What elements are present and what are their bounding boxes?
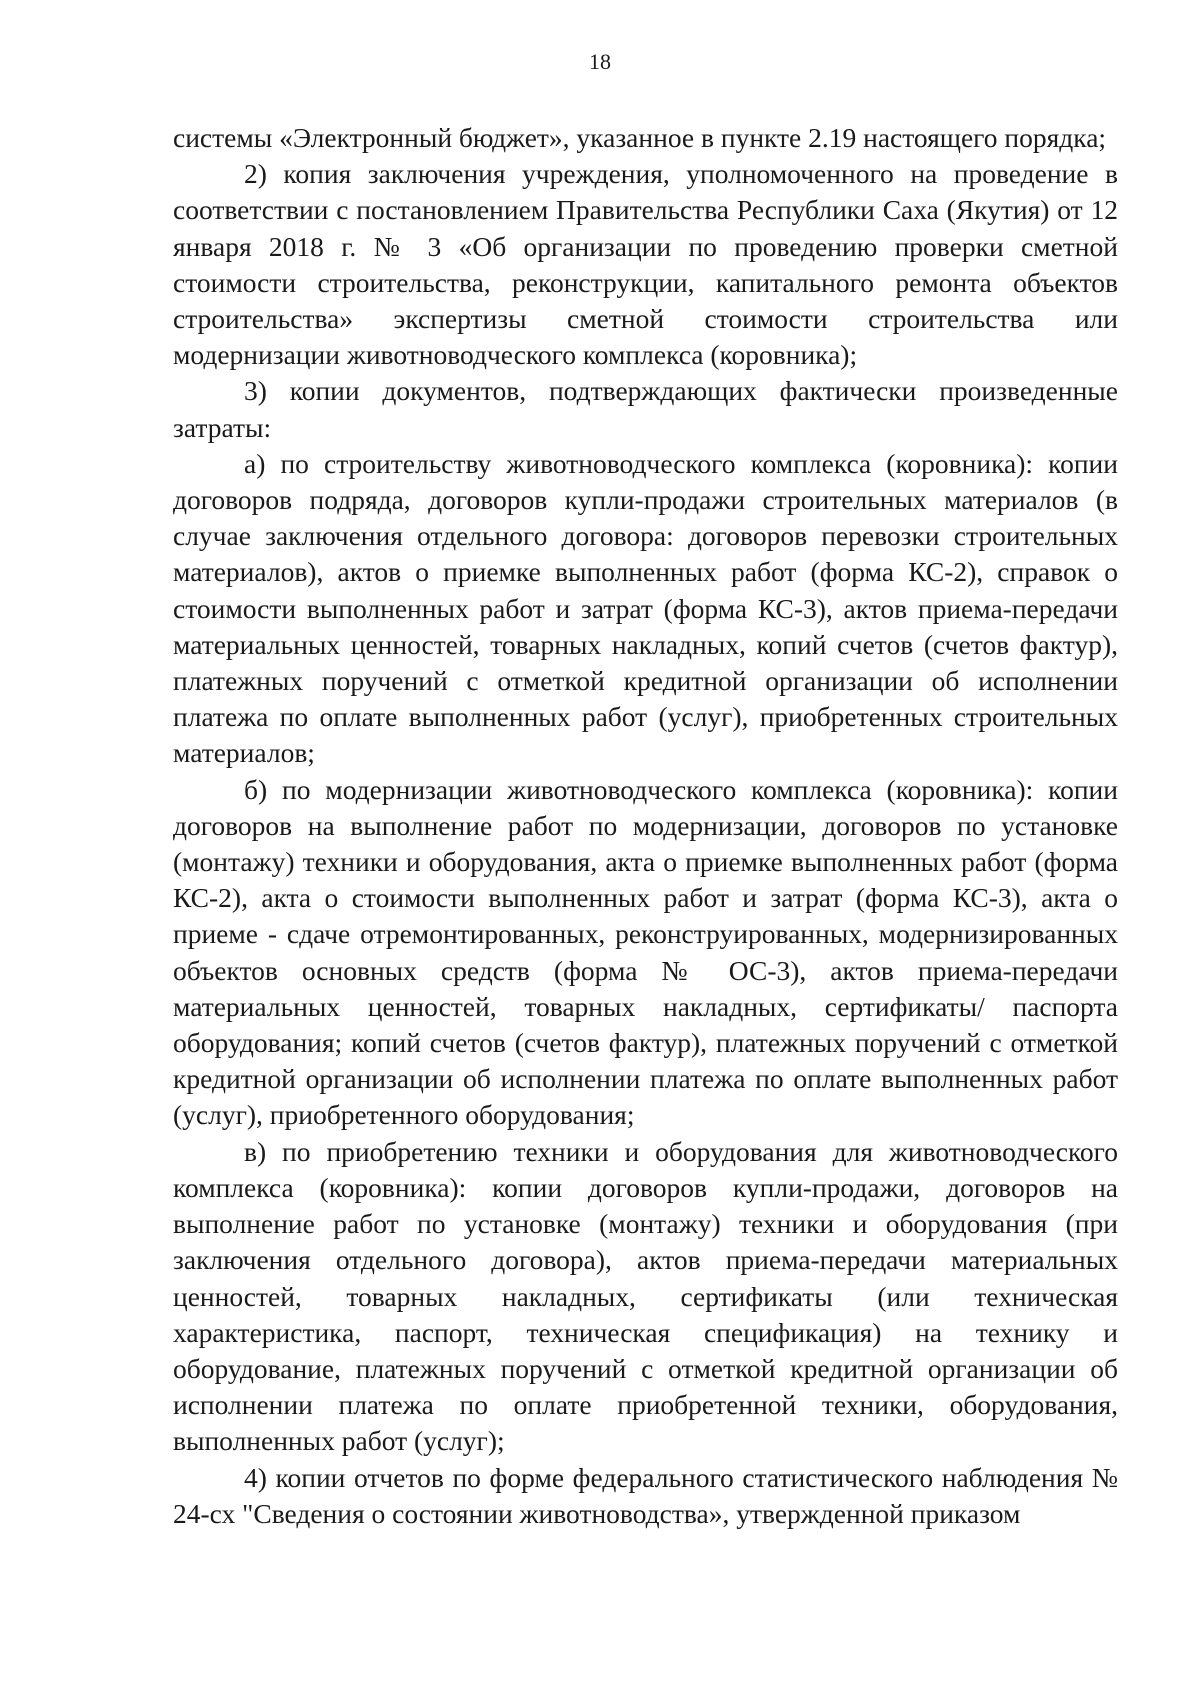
document-body [173,120,1118,1532]
paragraph-item-2: 2) копия заключения учреждения, уполномоченного на проведение в соответствии с постановлением Правительства Республики Саха (Якутия) от 12 января 2018 г. № 3 «Об организации по проведению проверки сметной стоимости строительства, реконструкции, капитального ремонта объектов строительства» экспертизы сметной стоимости строительства или модернизации животноводческого комплекса (коровника); [173,158,1118,371]
paragraph-subitem-v: в) по приобретению техники и оборудования для животноводческого комплекса (коровника): копии договоров купли-продажи, договоров на выполнение работ по установке (монтажу) техники и оборудования (при заключения отдельного договора), актов приема-передачи материальных ценностей, товарных накладных, сертификаты (или техническая характеристика, паспорт, техническая спецификация) на технику и оборудование, платежных поручений с отметкой кредитной организации об исполнении платежа по оплате приобретенной техники, оборудования, выполненных работ (услуг); [173,1135,1118,1457]
paragraph-item-4: 4) копии отчетов по форме федерального статистического наблюдения № 24-сх "Сведения о состоянии животноводства», утвержденной приказом [173,1461,1118,1529]
paragraph-subitem-b: б) по модернизации животноводческого комплекса (коровника): копии договоров на выполнение работ по модернизации, договоров по установке (монтажу) техники и оборудования, акта о приемке выполненных работ (форма КС-2), акта о стоимости выполненных работ и затрат (форма КС-3), акта о приеме - сдаче отремонтированных, реконструированных, модернизированных объектов основных средств (форма № ОС-3), актов приема-передачи материальных ценностей, товарных накладных, сертификаты/ паспорта оборудования; копий счетов (счетов фактур), платежных поручений с отметкой кредитной организации об исполнении платежа по оплате выполненных работ (услуг), приобретенного оборудования; [173,773,1118,1131]
paragraph-continuation: системы «Электронный бюджет», указанное в пункте 2.19 настоящего порядка; [173,122,1107,153]
paragraph-subitem-a: а) по строительству животноводческого комплекса (коровника): копии договоров подряда, договоров купли-продажи строительных материалов (в случае заключения отдельного договора: договоров перевозки строительных материалов), актов о приемке выполненных работ (форма КС-2), справок о стоимости выполненных работ и затрат (форма КС-3), актов приема-передачи материальных ценностей, товарных накладных, копий счетов (счетов фактур), платежных поручений с отметкой кредитной организации об исполнении платежа по оплате выполненных работ (услуг), приобретенных строительных материалов; [173,447,1118,769]
page-number: 18 [589,49,611,74]
paragraph-item-3: 3) копии документов, подтверждающих фактически произведенные затраты: [173,375,1118,443]
